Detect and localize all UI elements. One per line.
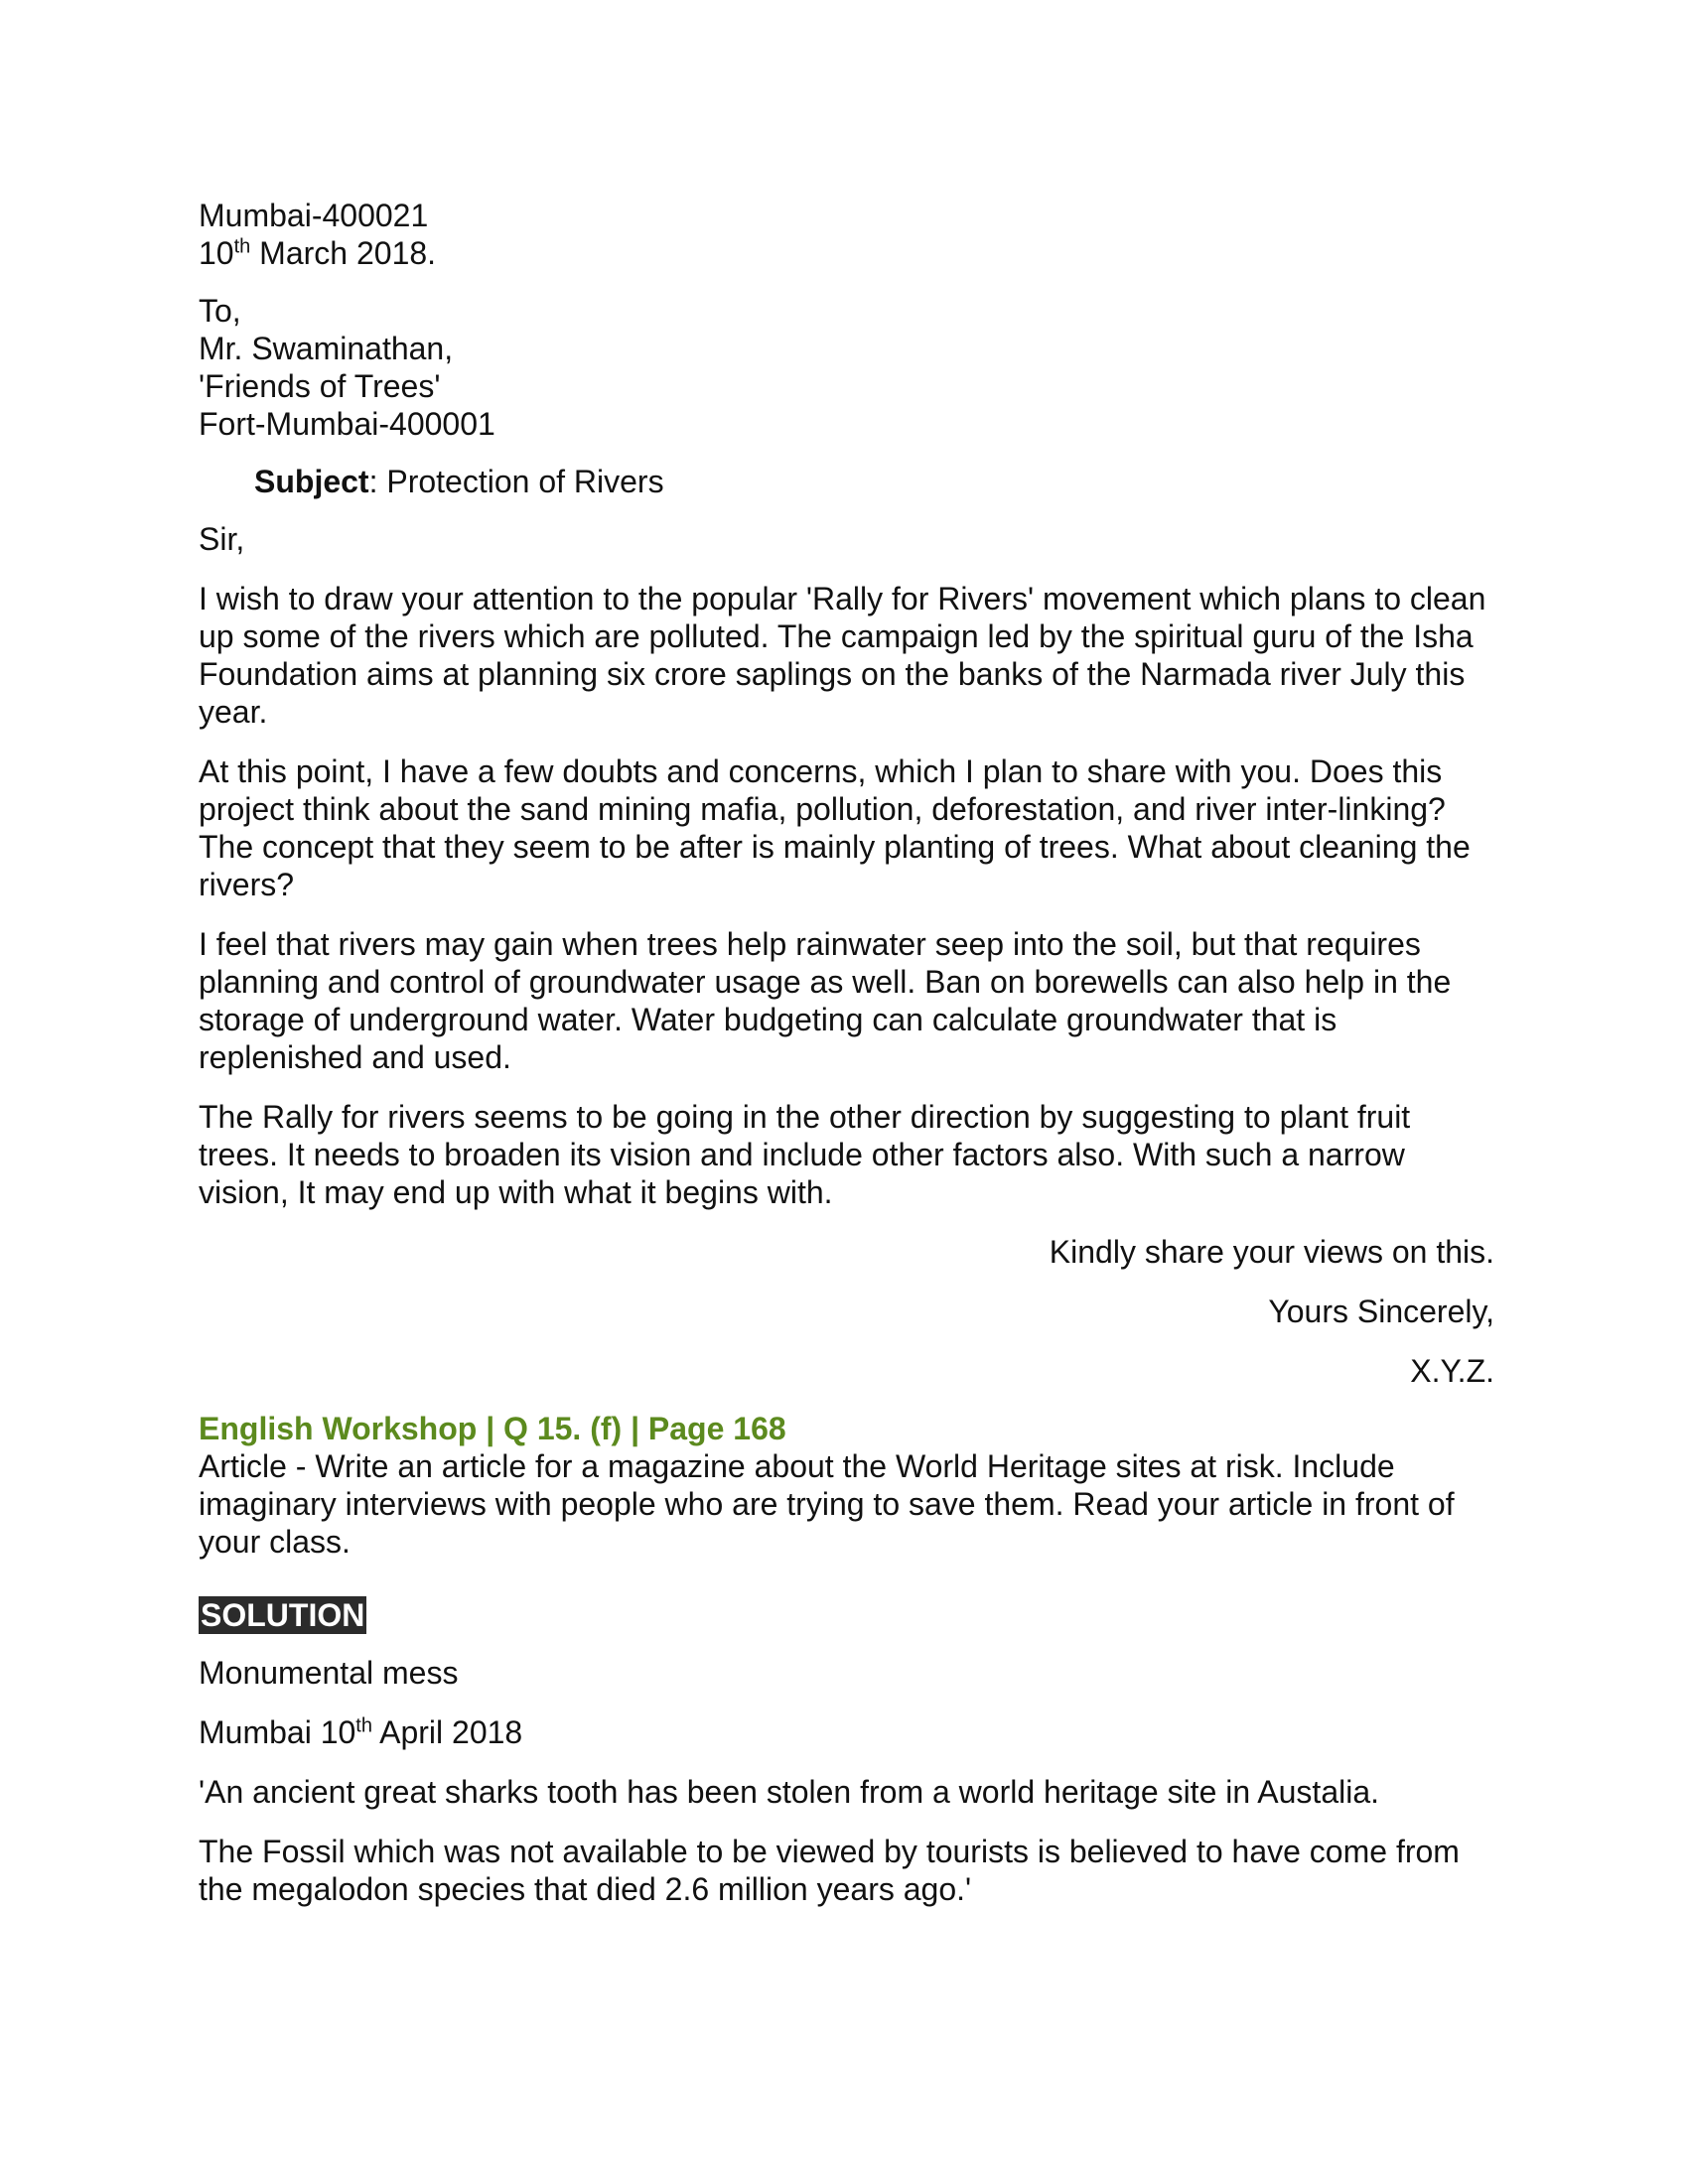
letter-paragraph: At this point, I have a few doubts and concerns, which I plan to share with you. Does this project think about the sand mining mafia, pollution, deforestation, and river inter-linking? The concept that they seem to be after is mainly planting of trees. What about cleaning the rivers? (199, 753, 1471, 902)
document-page (199, 197, 1494, 1930)
subject-text: : Protection of Rivers (368, 464, 664, 499)
article-paragraph: The Fossil which was not available to be viewed by tourists is believed to have come from the megalodon species that died 2.6 million years ago.' (199, 1834, 1460, 1907)
recipient-line: Fort-Mumbai-400001 (199, 406, 495, 442)
article-paragraph: 'An ancient great sharks tooth has been stolen from a world heritage site in Austalia. (199, 1774, 1380, 1810)
letter-paragraph: The Rally for rivers seems to be going in the other direction by suggesting to plant fruit trees. It needs to broaden its vision and include other factors also. With such a narrow vision, It may end up with what it begins with. (199, 1099, 1411, 1210)
signature: X.Y.Z. (1410, 1353, 1494, 1389)
subject-line (254, 463, 1494, 500)
subject-label: Subject (254, 464, 369, 499)
closing-request: Kindly share your views on this. (1049, 1234, 1494, 1270)
article-dateline: Mumbai 10th April 2018 (199, 1714, 523, 1750)
solution-badge: SOLUTION (201, 1597, 365, 1633)
recipient-line: 'Friends of Trees' (199, 368, 441, 404)
recipient-line: To, (199, 293, 241, 329)
closing: Yours Sincerely, (1268, 1294, 1494, 1329)
letter-date: 10th March 2018. (199, 235, 437, 271)
sender-block (199, 197, 1494, 272)
sender-address: Mumbai-400021 (199, 198, 429, 233)
workshop-question: Article - Write an article for a magazine about the World Heritage sites at risk. Include imaginary interviews with people who are trying to save them. Read your article in front of your class. (199, 1448, 1455, 1560)
workshop-heading: English Workshop | Q 15. (f) | Page 168 (199, 1411, 786, 1446)
letter-paragraph: I feel that rivers may gain when trees help rainwater seep into the soil, but that requires planning and control of groundwater usage as well. Ban on borewells can also help in the storage of underground water. Water budgeting can calculate groundwater that is replenished and used. (199, 926, 1452, 1075)
article-title: Monumental mess (199, 1655, 459, 1691)
recipient-line: Mr. Swaminathan, (199, 331, 454, 366)
salutation: Sir, (199, 521, 245, 557)
letter-paragraph: I wish to draw your attention to the popular 'Rally for Rivers' movement which plans to clean up some of the rivers which are polluted. The campaign led by the spiritual guru of the Isha Foundation aims at planning six crore saplings on the banks of the Narmada river July this year. (199, 581, 1486, 730)
recipient-block (199, 292, 1494, 443)
